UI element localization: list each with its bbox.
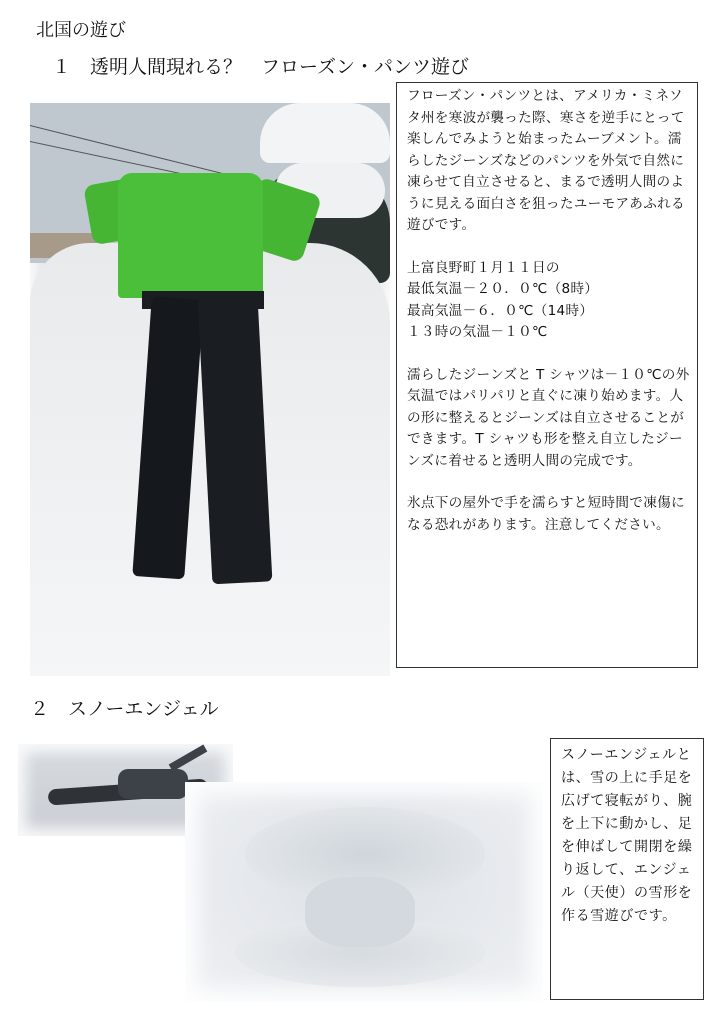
snow-angel-imprint-photo	[185, 782, 543, 1002]
snow-angel-description: スノーエンジェルとは、雪の上に手足を広げて寝転がり、腕を上下に動かし、足を伸ばして開閉を繰り返して、エンジェル（天使）の雪形を作る雪遊びです。	[561, 747, 693, 924]
frostbite-warning: 氷点下の屋外で手を濡らすと短時間で凍傷になる恐れがあります。注意してください。	[407, 495, 685, 533]
section2-heading: ２ スノーエンジェル	[30, 698, 219, 720]
section1-heading: １ 透明人間現れる？ フローズン・パンツ遊び	[52, 56, 470, 78]
frozen-pants-info-box	[396, 82, 698, 668]
page-title: 北国の遊び	[36, 20, 126, 41]
snow-angel-info-box	[550, 738, 704, 1000]
frozen-pants-photo	[30, 103, 390, 676]
frozen-pants-description: フローズン・パンツとは、アメリカ・ミネソタ州を寒波が襲った際、寒さを逆手にとって楽しんでみようと始まったムーブメント。濡らしたジーンズなどのパンツを外気で自然に凍らせて自立させると、まるで透明人間のように見える面白さを狙ったユーモアあふれる遊びです。	[407, 88, 685, 233]
frozen-pants-method: 濡らしたジーンズと T シャツは－１０℃の外気温ではパリパリと直ぐに凍り始めます。人の形に整えるとジーンズは自立させることができます。T シャツも形を整え自立したジーンズに着せると透明人間の完成です。	[407, 366, 690, 469]
temperature-info: 上富良野町１月１１日の 最低気温－２０．０℃（8時） 最高気温－６．０℃（14時） １３時の気温－１０℃	[407, 259, 599, 340]
